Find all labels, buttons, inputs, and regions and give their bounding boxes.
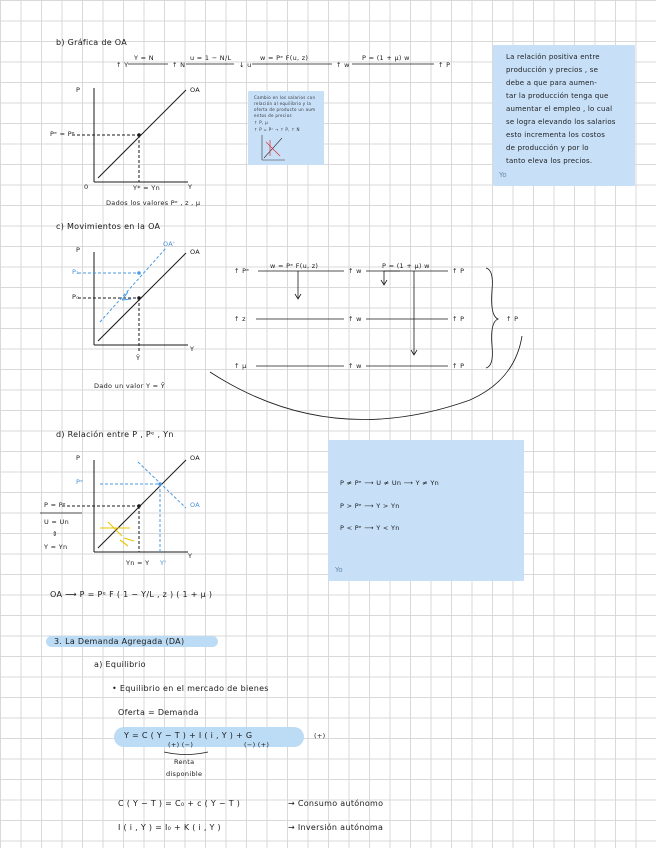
- investment-note: → Inversión autónoma: [288, 823, 384, 832]
- graph-d-x-tick: Yn = Y: [126, 559, 150, 567]
- flow-row1-left: ↑ Pᵉ: [234, 267, 250, 275]
- oa-equation: OA ⟶ P = Pᵉ F ( 1 − Y/L , z ) ( 1 + μ ): [50, 590, 213, 599]
- graph-c-caption: Dado un valor Y = Ȳ: [94, 382, 166, 390]
- section-b-title: b) Gráfica de OA: [56, 38, 127, 47]
- section-d-title: d) Relación entre P , Pᵉ , Yn: [56, 430, 174, 439]
- flow-row3-mid: ↑ w: [348, 362, 362, 370]
- disponible-label: disponible: [166, 770, 203, 778]
- thumbnail-line: Cambio en los salarios con: [254, 95, 316, 100]
- graph-d-side-line: Y = Yn: [44, 543, 68, 551]
- graph-c-y-axis: P: [76, 246, 81, 254]
- graph-c-x-tick: Ŷ: [136, 354, 141, 362]
- sticky-note-2-line: P ≠ Pᵉ ⟶ U ≠ Un ⟶ Y ≠ Yn: [340, 479, 440, 487]
- flow-row3-right: ↑ P: [452, 362, 465, 370]
- graph-d-side-line: ⇕: [52, 530, 58, 538]
- graph-c-curve-shift: OA': [163, 240, 176, 248]
- renta-label: Renta: [174, 758, 195, 766]
- sticky-note-1-line: debe a que para aumen-: [506, 79, 597, 87]
- graph-d-curve-label: OA: [190, 454, 201, 462]
- graph-d-x-axis: Y: [188, 552, 193, 560]
- graph-b-p-label: Pᵉ = Pᵉ: [50, 130, 75, 138]
- thumbnail-line: entos de precios: [254, 113, 292, 118]
- chain-step-n: ↑ N: [172, 61, 186, 69]
- thumbnail-line: ↑ P, μ: [254, 120, 268, 125]
- graph-b-x-tick: Y* = Yn: [133, 184, 160, 192]
- sticky-note-1-line: La relación positiva entre: [506, 53, 600, 61]
- sticky-note-1-author: Yo: [499, 171, 507, 179]
- graph-b-y-axis: P: [76, 86, 81, 94]
- graph-d-side-line: P = Pᵉ: [44, 501, 66, 509]
- flow-row2-left: ↑ z: [234, 315, 246, 323]
- sticky-note-2-line: P < Pᵉ ⟶ Y < Yn: [340, 524, 400, 532]
- graph-b-caption: Dados los valores Pᵉ , z , μ: [106, 199, 201, 207]
- main-equation-signs-i: (−) (+): [244, 741, 270, 749]
- chain-label-u: u = 1 − N/L: [190, 54, 232, 62]
- section-3-title: 3. La Demanda Agregada (DA): [54, 637, 185, 646]
- graph-d-side-line: U = Un: [44, 518, 70, 526]
- graph-b-origin: 0: [84, 183, 89, 191]
- sticky-note-2-author: Yo: [335, 566, 343, 574]
- flow-row1-right: ↑ P: [452, 267, 465, 275]
- thumbnail-line: relación al equilibrio y la: [254, 101, 312, 106]
- graph-d-x-tick2: Y': [160, 559, 167, 567]
- graph-c-p0: P₀: [72, 293, 80, 301]
- thumbnail-line: ↑ P = Pᵉ → ↑ P, ↑ N: [254, 127, 300, 132]
- flow-row1-mid-label: w = Pᵉ F(u, z): [270, 262, 319, 270]
- sticky-note-1-line: tanto eleva los precios.: [506, 157, 593, 165]
- investment-equation: I ( i , Y ) = I₀ + K ( i , Y ): [118, 823, 221, 832]
- graph-c-p1: P₁: [72, 268, 80, 276]
- chain-step-y: ↑ Y: [116, 61, 129, 69]
- section-3-offer: Oferta = Demanda: [118, 708, 199, 717]
- sticky-note-1-line: se logra elevando los salarios: [506, 118, 616, 126]
- chain-step-u: ↓ u: [239, 61, 252, 69]
- flow-row3-left: ↑ μ: [234, 362, 247, 370]
- graph-c-curve-label: OA: [190, 248, 201, 256]
- flow-row1-right-label: P = (1 + μ) w: [382, 262, 430, 270]
- main-equation-tag: (+): [314, 732, 326, 740]
- graph-c-x-axis: Y: [190, 345, 195, 353]
- section-c-title: c) Movimientos en la OA: [56, 222, 161, 231]
- sticky-note-1-line: tar la producción tenga que: [506, 92, 609, 100]
- flow-brace-result: ↑ P: [506, 315, 519, 323]
- graph-d-curve-blue: OA: [190, 501, 201, 509]
- section-3-bullet: • Equilibrio en el mercado de bienes: [112, 684, 269, 693]
- sticky-note-1-line: de producción y por lo: [506, 144, 589, 152]
- chain-step-p: ↑ P: [438, 61, 451, 69]
- flow-row1-mid: ↑ w: [348, 267, 362, 275]
- consumption-equation: C ( Y − T ) = C₀ + c ( Y − T ): [118, 799, 241, 808]
- chain-step-w: ↑ w: [336, 61, 350, 69]
- flow-row2-right: ↑ P: [452, 315, 465, 323]
- graph-d-pe: Pᵉ: [76, 478, 84, 486]
- main-equation-signs-c: (+) (−): [168, 741, 194, 749]
- sticky-note-1-line: producción y precios , se: [506, 66, 599, 74]
- chain-label-yn: Y = N: [134, 54, 154, 62]
- sticky-note-2-line: P > Pᵉ ⟶ Y > Yn: [340, 502, 400, 510]
- consumption-note: → Consumo autónomo: [288, 799, 384, 808]
- graph-d-y-axis: P: [76, 454, 81, 462]
- graph-b-curve-label: OA: [190, 86, 201, 94]
- main-equation: Y = C ( Y − T ) + I ( i , Y ) + G: [124, 731, 253, 740]
- sticky-note-1-line: aumentar el empleo , lo cual: [506, 105, 613, 113]
- thumbnail-line: oferta de producto un aum: [254, 107, 316, 112]
- flow-row2-mid: ↑ w: [348, 315, 362, 323]
- chain-label-w: w = Pᵉ F(u, z): [260, 54, 309, 62]
- chain-label-p: P = (1 + μ) w: [362, 54, 410, 62]
- sticky-note-1-line: esto incrementa los costos: [506, 131, 606, 139]
- graph-b-x-axis: Y: [188, 183, 193, 191]
- section-3-sub-a: a) Equilibrio: [94, 660, 146, 669]
